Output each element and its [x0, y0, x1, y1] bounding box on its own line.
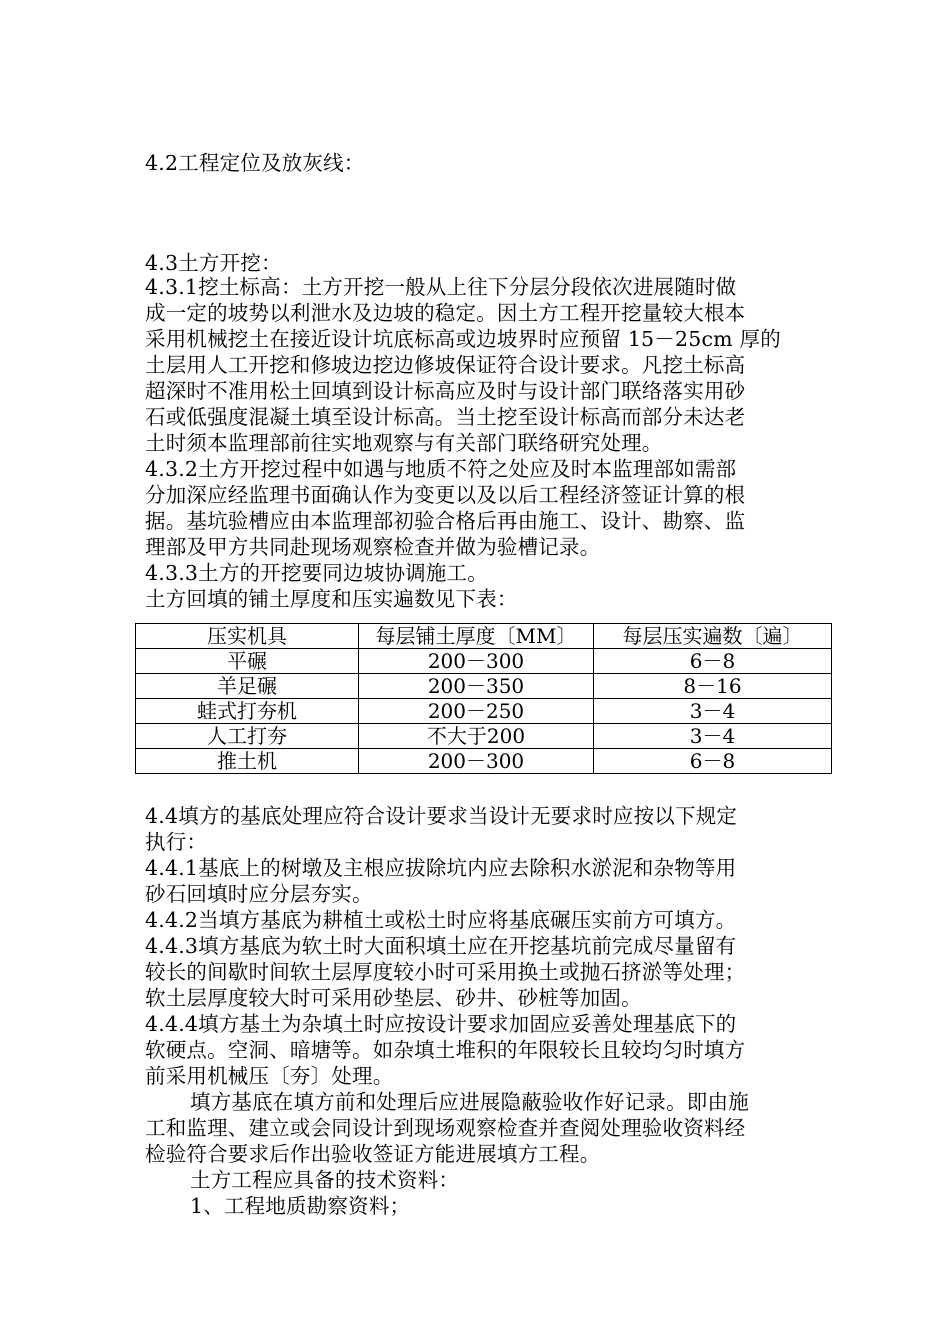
table-cell: 3－4 [594, 724, 832, 749]
table-row [136, 649, 832, 674]
table-cell: 不大于200 [359, 724, 594, 749]
table-cell: 3－4 [594, 699, 832, 724]
paragraph-line: 检验符合要求后作出验收签证方能进展填方工程。 [145, 1142, 601, 1166]
paragraph-line: 4.4.3填方基底为软土时大面积填土应在开挖基坑前完成尽量留有 [145, 934, 737, 958]
table-cell: 6－8 [594, 749, 832, 774]
paragraph-4-3-3: 4.3.3土方的开挖要同边坡协调施工。 [145, 561, 488, 585]
paragraph-line: 4.4.4填方基土为杂填土时应按设计要求加固应妥善处理基底下的 [145, 1012, 737, 1036]
paragraph-line: 工和监理、建立或会同设计到现场观察检查并查阅处理验收资料经 [145, 1116, 746, 1140]
table-intro: 土方回填的铺土厚度和压实遍数见下表： [145, 587, 518, 611]
paragraph-line: 据。基坑验槽应由本监理部初验合格后再由施工、设计、勘察、监 [145, 509, 746, 533]
table-cell: 200－300 [359, 749, 594, 774]
paragraph-line: 执行： [145, 830, 208, 854]
paragraph-line: 采用机械挖土在接近设计坑底标高或边坡界时应预留 15－25cm 厚的 [145, 327, 781, 351]
section-heading-4-3: 4.3土方开挖： [145, 251, 282, 275]
paragraph-line: 软硬点。空洞、暗塘等。如杂填土堆积的年限较长且较均匀时填方 [145, 1038, 746, 1062]
paragraph-line: 土时须本监理部前往实地观察与有关部门联络研究处理。 [145, 431, 663, 455]
table-header-row [136, 624, 832, 649]
paragraph-line: 前采用机械压〔夯〕处理。 [145, 1064, 394, 1088]
paragraph-line: 石或低强度混凝土填至设计标高。当土挖至设计标高而部分未达老 [145, 405, 746, 429]
table-cell: 推土机 [136, 749, 359, 774]
table-row [136, 724, 832, 749]
table-cell: 200－250 [359, 699, 594, 724]
paragraph-4-4-2: 4.4.2当填方基底为耕植土或松土时应将基底碾压实前方可填方。 [145, 908, 737, 932]
table-header-cell: 每层铺土厚度〔MM〕 [359, 624, 594, 649]
paragraph-line: 理部及甲方共同赴现场观察检查并做为验槽记录。 [145, 535, 601, 559]
table-cell: 6－8 [594, 649, 832, 674]
table-cell: 200－350 [359, 674, 594, 699]
section-heading-4-2: 4.2工程定位及放灰线： [145, 151, 365, 175]
table-cell: 蛙式打夯机 [136, 699, 359, 724]
paragraph-line: 超深时不准用松土回填到设计标高应及时与设计部门联络落实用砂 [145, 379, 746, 403]
paragraph-line: 成一定的坡势以利泄水及边坡的稳定。因土方工程开挖量较大根本 [145, 301, 746, 325]
paragraph-line: 砂石回填时应分层夯实。 [145, 882, 373, 906]
table-cell: 平碾 [136, 649, 359, 674]
table-header-cell: 压实机具 [136, 624, 359, 649]
paragraph-line: 软土层厚度较大时可采用砂垫层、砂井、砂桩等加固。 [145, 986, 642, 1010]
paragraph-line: 较长的间歇时间软土层厚度较小时可采用换土或抛石挤淤等处理； [145, 960, 746, 984]
paragraph-line: 土层用人工开挖和修坡边挖边修坡保证符合设计要求。凡挖土标高 [145, 353, 746, 377]
paragraph-line: 4.4.1基底上的树墩及主根应拔除坑内应去除积水淤泥和杂物等用 [145, 856, 737, 880]
table-row [136, 699, 832, 724]
table-cell: 200－300 [359, 649, 594, 674]
table-cell: 8－16 [594, 674, 832, 699]
compaction-table [135, 623, 832, 774]
paragraph-line: 4.4填方的基底处理应符合设计要求当设计无要求时应按以下规定 [145, 804, 738, 828]
table-row [136, 674, 832, 699]
paragraph-line: 分加深应经监理书面确认作为变更以及以后工程经济签证计算的根 [145, 483, 746, 507]
tech-docs-item: 1、工程地质勘察资料； [190, 1194, 411, 1218]
paragraph-line: 4.3.1挖土标高：土方开挖一般从上往下分层分段依次进展随时做 [145, 275, 737, 299]
paragraph-line: 填方基底在填方前和处理后应进展隐蔽验收作好记录。即由施 [190, 1090, 749, 1114]
table-header-cell: 每层压实遍数〔遍〕 [594, 624, 832, 649]
paragraph-line: 4.3.2土方开挖过程中如遇与地质不符之处应及时本监理部如需部 [145, 457, 737, 481]
table-cell: 羊足碾 [136, 674, 359, 699]
table-row [136, 749, 832, 774]
tech-docs-intro: 土方工程应具备的技术资料： [190, 1168, 460, 1192]
table-cell: 人工打夯 [136, 724, 359, 749]
